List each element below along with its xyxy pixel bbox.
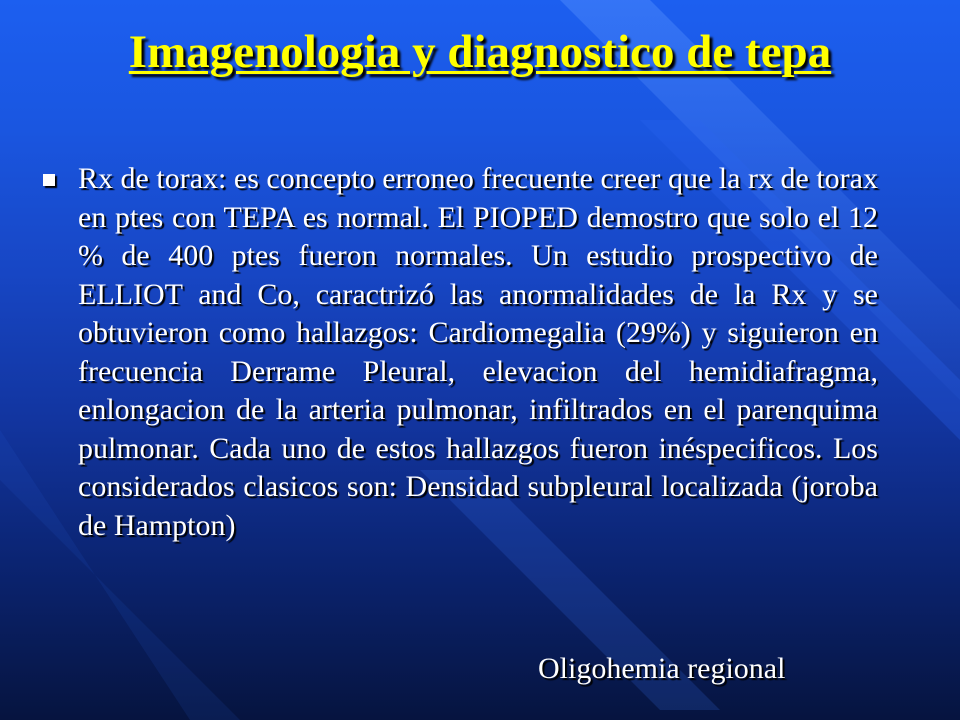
bullet-text: Rx de torax: es concepto erroneo frecuente creer que la rx de torax en ptes con TEPA es normal. El PIOPED demostro que solo el 12 % de 400 ptes fueron normales. Un estudio prospectivo de ELLIOT and Co, caractrizó las anormalidades de la Rx y se obtuvieron como hallazgos: Cardiomegalia (29%) y siguieron en frecuencia Derrame Pleural, elevacion del hemidiafragma, enlongacion de la arteria pulmonar, infiltrados en el parenquima pulmonar. Cada uno de estos hallazgos fueron inéspecificos. Los considerados clasicos son: Densidad subpleural localizada (joroba de Hampton) xyxy=(78,162,878,542)
sub-text: Oligohemia regional xyxy=(538,652,786,685)
slide-title: Imagenologia y diagnostico de tepa xyxy=(128,26,832,78)
bullet-square-icon xyxy=(43,174,55,186)
